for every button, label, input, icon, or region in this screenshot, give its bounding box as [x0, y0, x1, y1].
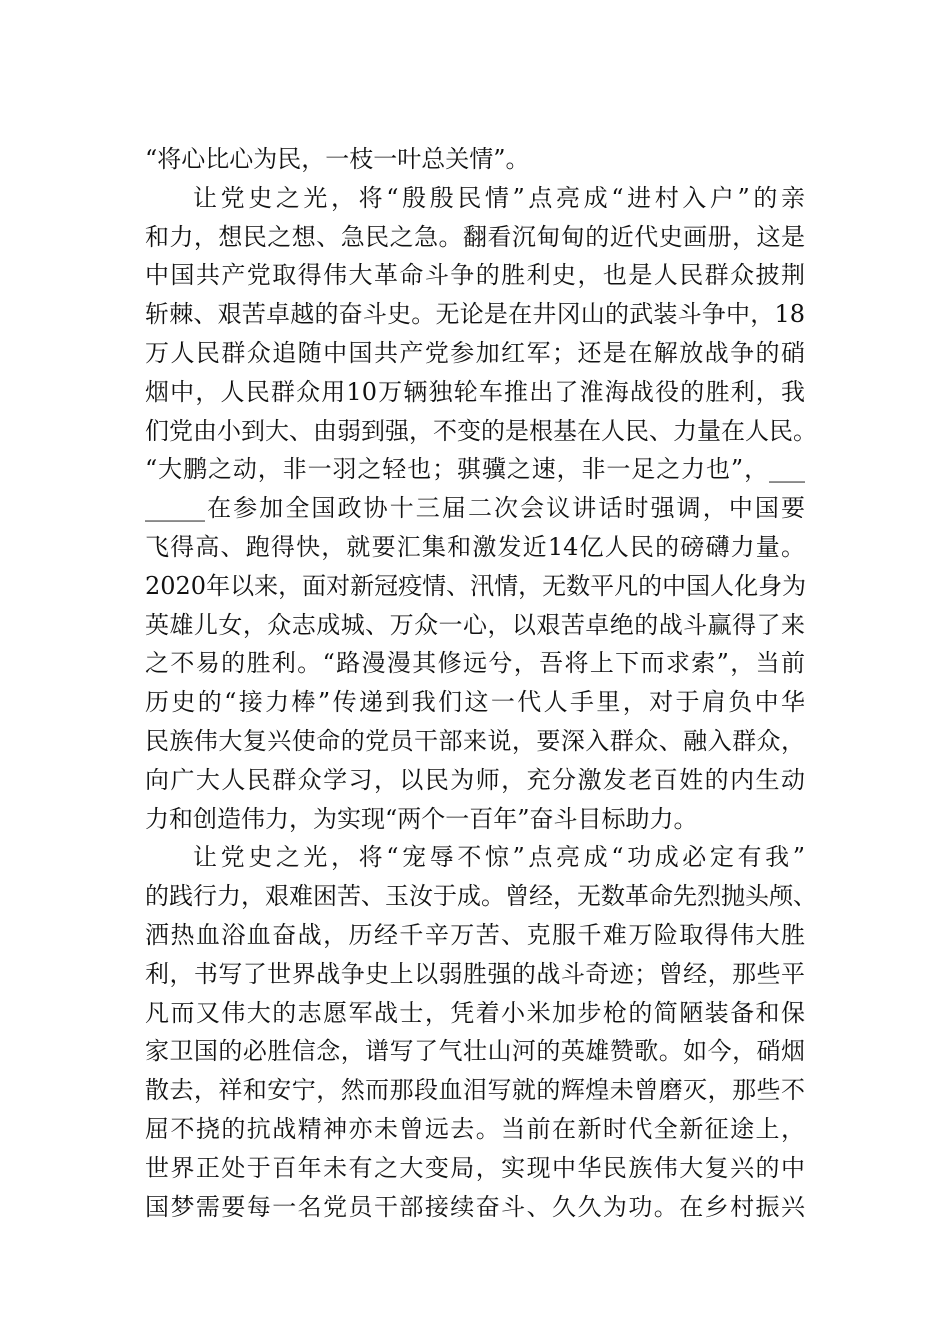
text-line: 飞得高、跑得快，就要汇集和激发近14亿人民的磅礴力量。	[145, 532, 805, 561]
text-line: 斩棘、艰苦卓越的奋斗史。无论是在井冈山的武装斗争中，18	[145, 300, 805, 329]
text-line: 烟中，人民群众用10万辆独轮车推出了淮海战役的胜利，我	[145, 377, 805, 406]
text-line: 万人民群众追随中国共产党参加红军；还是在解放战争的硝	[145, 338, 805, 367]
text-line: 向广大人民群众学习，以民为师，充分激发老百姓的内生动	[145, 765, 805, 794]
text-line: 凡而又伟大的志愿军战士，凭着小米加步枪的简陋装备和保	[145, 998, 805, 1027]
text-line: 2020年以来，面对新冠疫情、汛情，无数平凡的中国人化身为	[145, 571, 807, 600]
text-line: 家卫国的必胜信念，谱写了气壮山河的英雄赞歌。如今，硝烟	[145, 1037, 805, 1066]
text-line: 的践行力，艰难困苦、玉汝于成。曾经，无数革命先烈抛头颅、	[145, 882, 817, 911]
text-line: “将心比心为民，一枝一叶总关情”。	[145, 145, 530, 173]
text-line: 力和创造伟力，为实现“两个一百年”奋斗目标助力。	[145, 804, 698, 833]
text-line: 们党由小到大、由弱到强，不变的是根基在人民、力量在人民。	[145, 416, 817, 445]
text-line: 散去，祥和安宁，然而那段血泪写就的辉煌未曾磨灭，那些不	[145, 1076, 805, 1105]
text-line: 和力，想民之想、急民之急。翻看沉甸甸的近代史画册，这是	[145, 222, 805, 251]
text-line: 世界正处于百年未有之大变局，实现中华民族伟大复兴的中	[145, 1153, 805, 1182]
text-line: 国梦需要每一名党员干部接续奋斗、久久为功。在乡村振兴	[145, 1192, 805, 1221]
body-text	[145, 140, 817, 1226]
text-line: 洒热血浴血奋战，历经千辛万苦、克服千难万险取得伟大胜	[145, 920, 805, 949]
text-line: 英雄儿女，众志成城、万众一心，以艰苦卓绝的战斗赢得了来	[145, 610, 805, 639]
text-line: 利，书写了世界战争史上以弱胜强的战斗奇迹；曾经，那些平	[145, 959, 805, 988]
text-line: 历史的“接力棒”传递到我们这一代人手里，对于肩负中华	[145, 688, 805, 717]
text-line: 之不易的胜利。“路漫漫其修远兮，吾将上下而求索”，当前	[145, 649, 805, 678]
paragraph-first-line: 让党史之光，将“殷殷民情”点亮成“进村入户”的亲	[193, 183, 805, 212]
paragraph-first-line: 让党史之光，将“宠辱不惊”点亮成“功成必定有我”	[193, 843, 805, 872]
text-line: _____在参加全国政协十三届二次会议讲话时强调，中国要	[145, 494, 805, 523]
text-line: 屈不挠的抗战精神亦未曾远去。当前在新时代全新征途上，	[145, 1114, 805, 1143]
text-line: 民族伟大复兴使命的党员干部来说，要深入群众、融入群众，	[145, 726, 805, 755]
text-line: “大鹏之动，非一羽之轻也；骐骥之速，非一足之力也”，___	[145, 455, 805, 484]
text-line: 中国共产党取得伟大革命斗争的胜利史，也是人民群众披荆	[145, 261, 805, 290]
